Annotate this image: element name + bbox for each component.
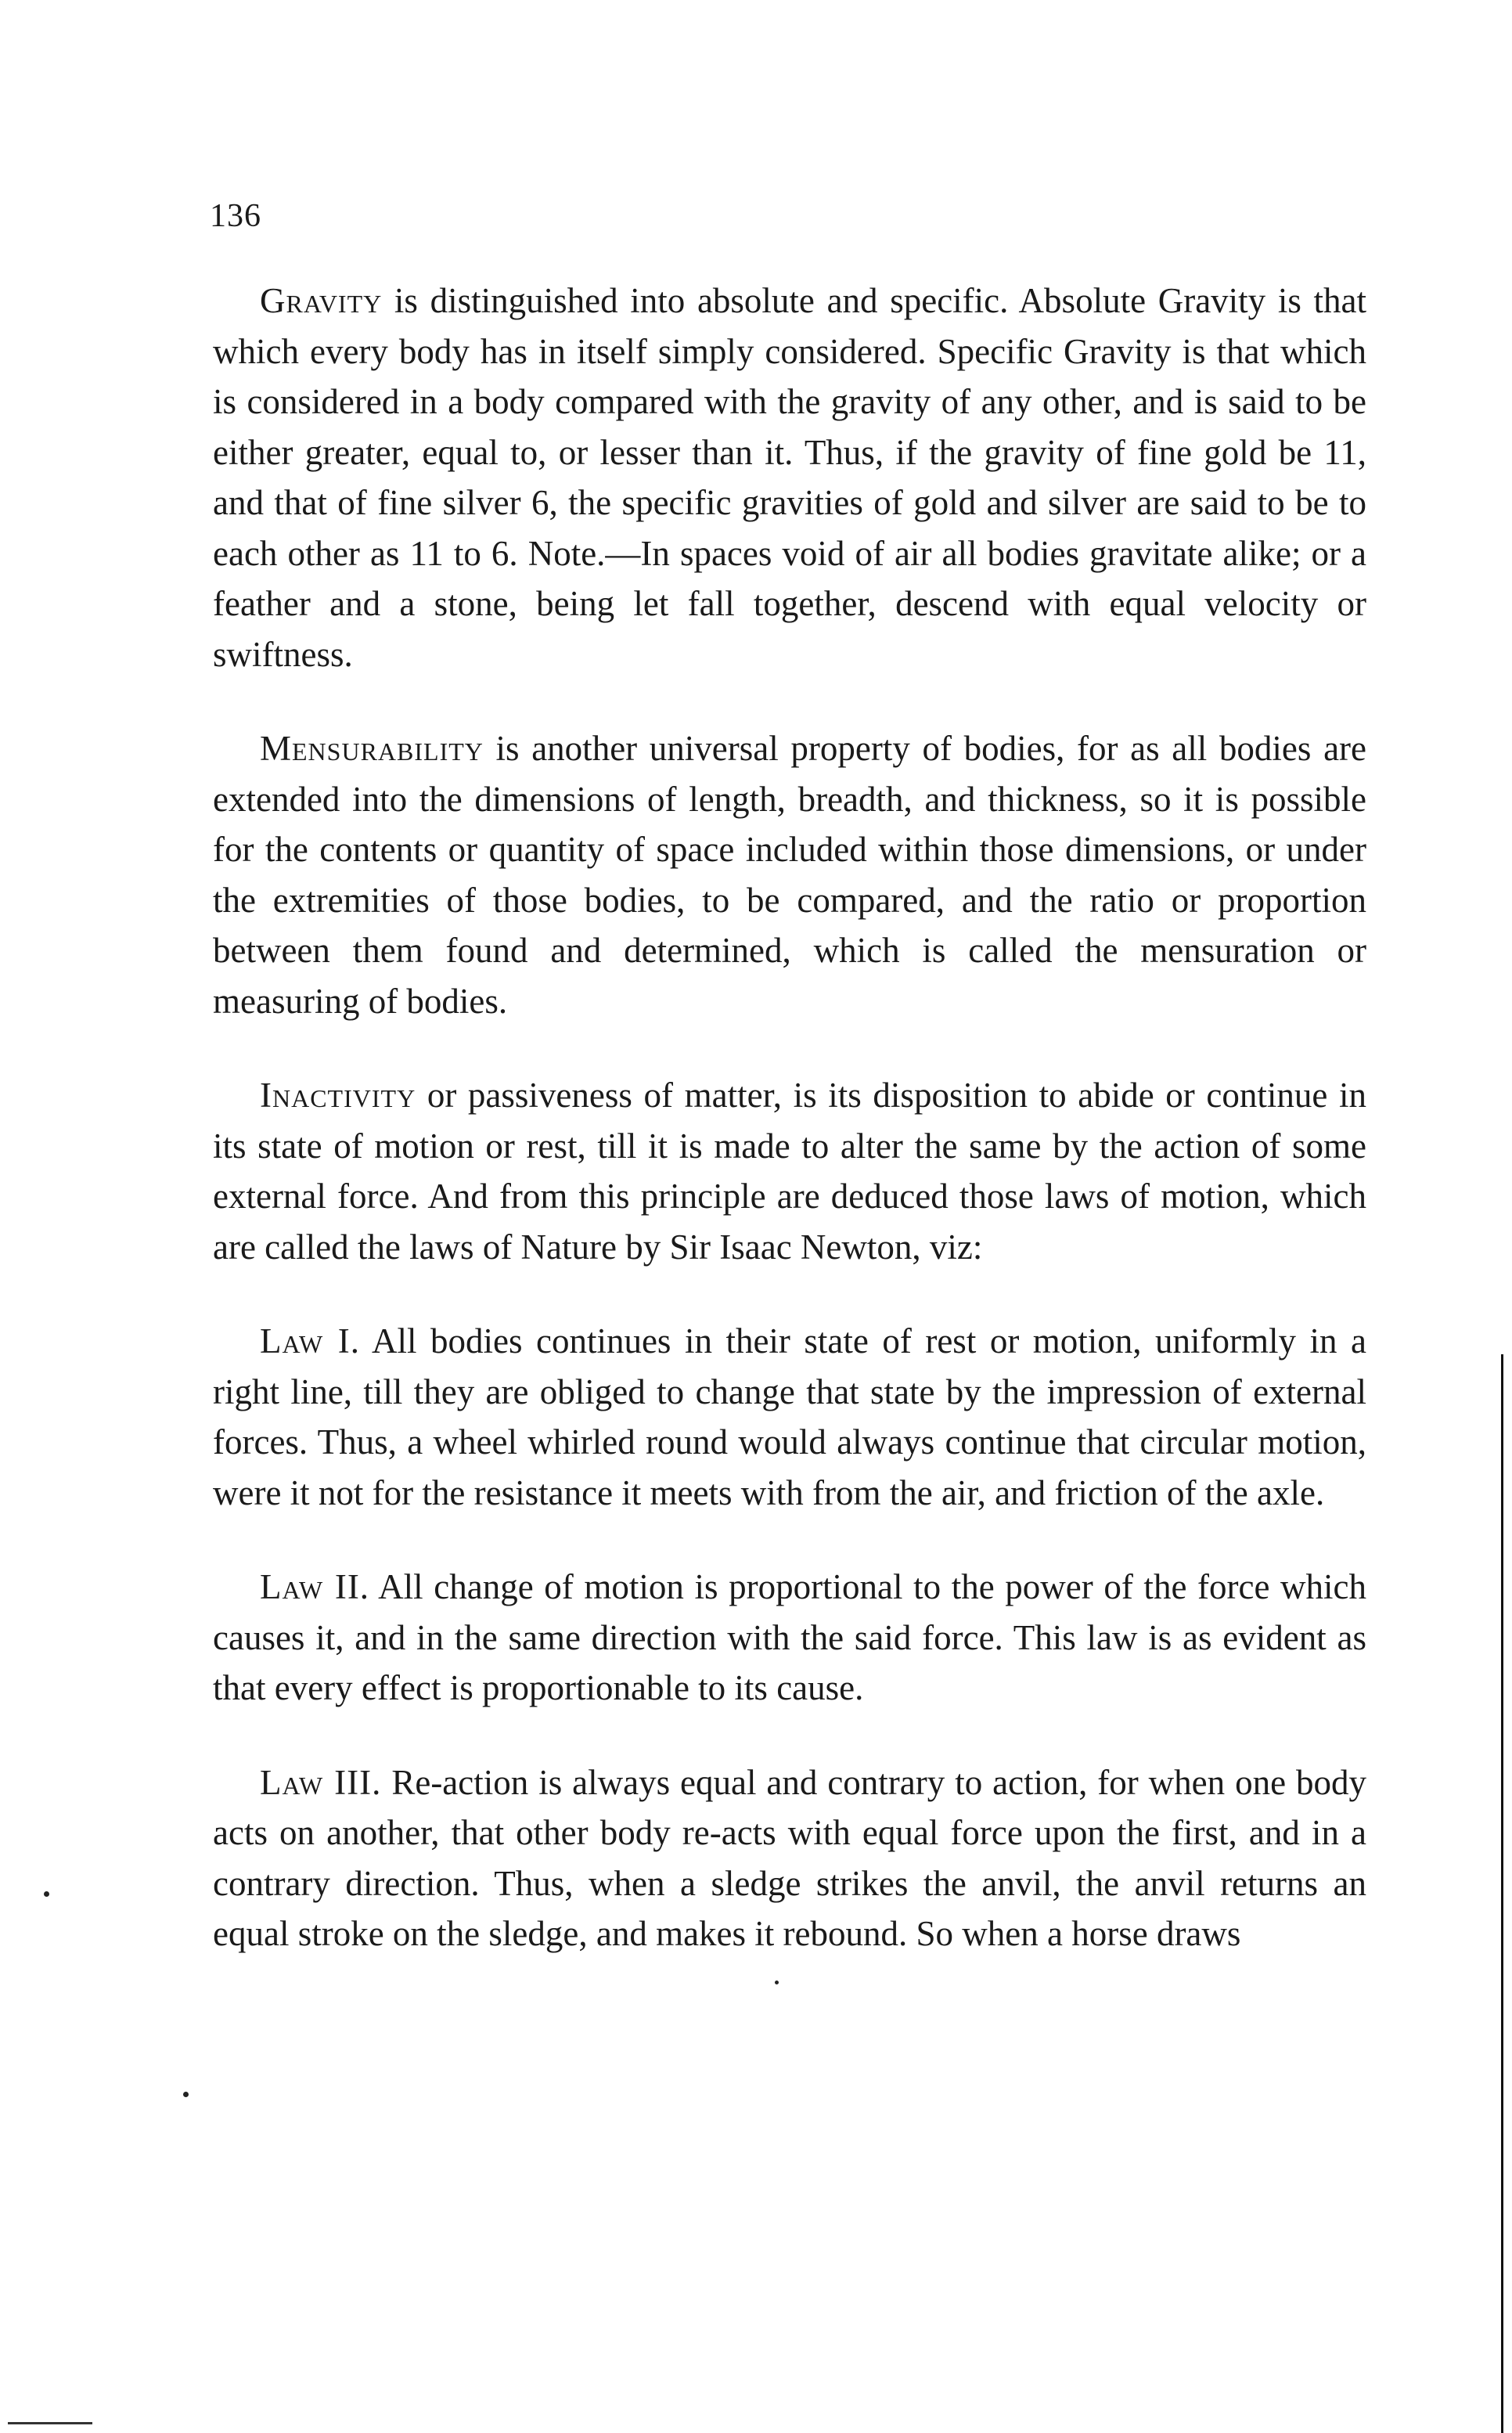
page-number: 136: [210, 198, 261, 234]
body-text: [213, 276, 1366, 2003]
paragraph-law-3: [213, 1757, 1366, 1959]
paragraph-mensurability: [213, 723, 1366, 1026]
paragraph-law-2: [213, 1562, 1366, 1714]
paragraph-text: Re-action is always equal and contrary to action, for when one body acts on another, that other body re-acts with equal force upon the first, and in a contrary direction. Thus, when a sledge strikes the anvil, the anvil returns an equal stroke on the sledge, and makes it rebound. So when a horse draws: [213, 1762, 1366, 1953]
paragraph-lead: Inactivity: [260, 1076, 416, 1115]
paragraph-text: All change of motion is proportional to the power of the force which causes it, and in the same direction with the said force. This law is as evident as that every effect is proportionable to its cause.: [213, 1567, 1366, 1707]
paragraph-lead: Mensurability: [260, 729, 484, 768]
paragraph-text: is distinguished into absolute and specific. Absolute Gravity is that which every body has in itself simply considered. Specific Gravity is that which is considered in a body compared with the gravity of any other, and is said to be either greater, equal to, or lesser than it. Thus, if the gravity of fine gold be 11, and that of fine silver 6, the specific gravities of gold and silver are said to be to each other as 11 to 6. Note.—In spaces void of air all bodies gravitate alike; or a feather and a stone, being let fall together, descend with equal velocity or swiftness.: [213, 281, 1366, 674]
paragraph-text: is another universal property of bodies, for as all bodies are extended into the dimensions of length, breadth, and thickness, so it is possible for the contents or quantity of space included within those dimensions, or under the extremities of those bodies, to be compared, and the ratio or proportion between them found and determined, which is called the mensuration or measuring of bodies.: [213, 729, 1366, 1021]
ink-speck: [44, 1891, 49, 1897]
paragraph-lead: Law III.: [260, 1762, 382, 1802]
paragraph-inactivity: [213, 1070, 1366, 1272]
bottom-rule: [8, 2422, 92, 2424]
paragraph-law-1: [213, 1316, 1366, 1518]
paragraph-lead: Gravity: [260, 281, 383, 320]
ink-speck: [775, 1981, 779, 1984]
paragraph-lead: Law II.: [260, 1567, 370, 1606]
paragraph-text: or passiveness of matter, is its disposition to abide or continue in its state of motion or rest, till it is made to alter the same by the action of some external force. And from this principle are deduced those laws of motion, which are called the laws of Nature by Sir Isaac Newton, viz:: [213, 1076, 1366, 1267]
ink-speck: [183, 2092, 189, 2097]
paragraph-text: All bodies continues in their state of rest or motion, uniformly in a right line, till they are obliged to change that state by the impression of external forces. Thus, a wheel whirled round would always continue that circular motion, were it not for the resistance it meets with from the air, and friction of the axle.: [213, 1321, 1366, 1512]
paragraph-gravity: [213, 276, 1366, 679]
page-edge-line: [1501, 1354, 1503, 2433]
paragraph-lead: Law I.: [260, 1321, 360, 1361]
